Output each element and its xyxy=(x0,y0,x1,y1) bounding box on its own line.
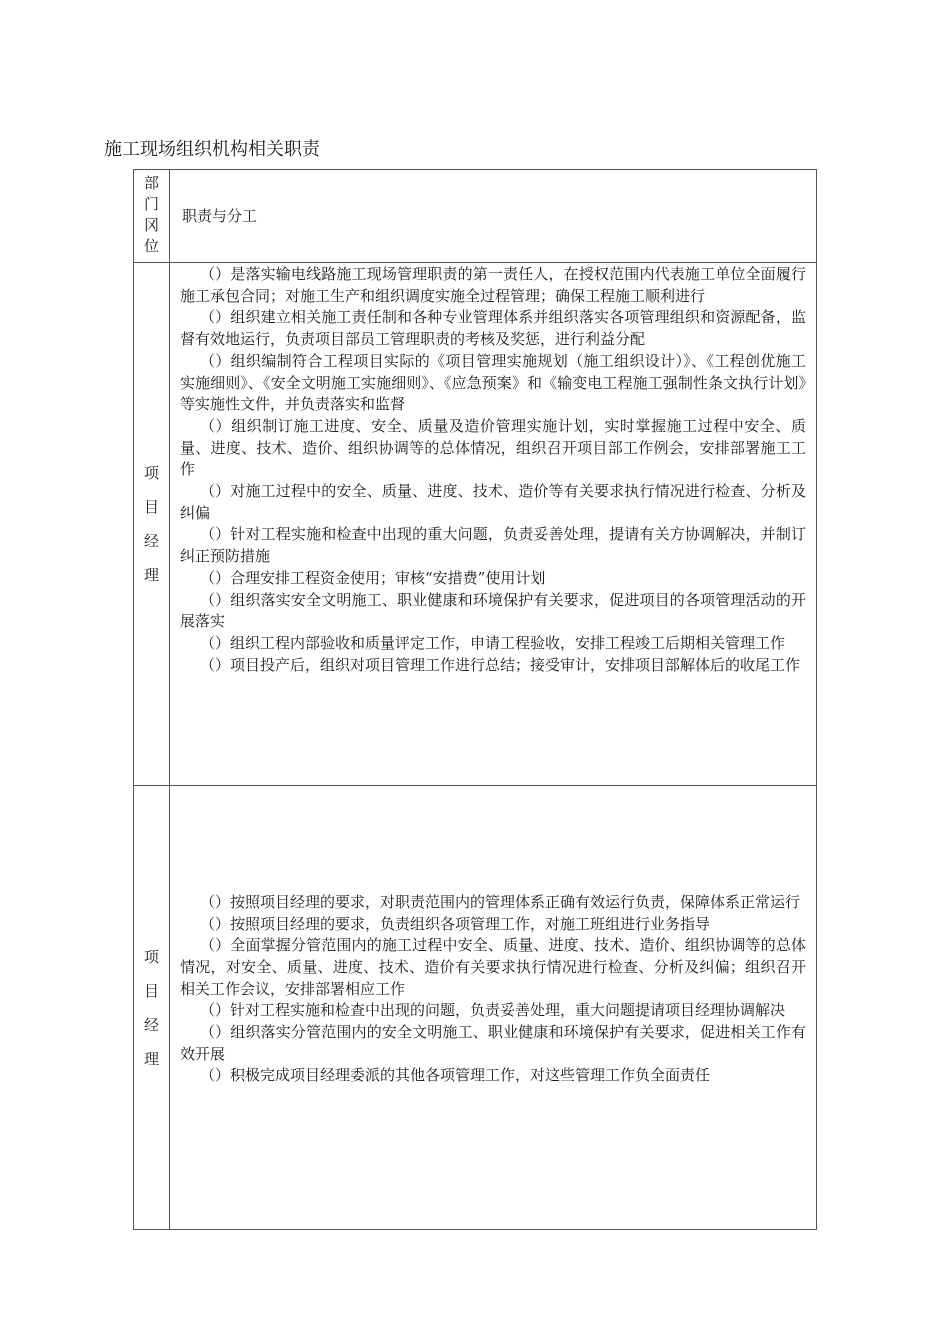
table-row xyxy=(134,263,817,786)
duty-item: （）组织制订施工进度、安全、质量及造价管理实施计划，实时掌握施工过程中安全、质量、进度、技术、造价、组织协调等的总体情况，组织召开项目部工作例会，安排部署施工工作 xyxy=(180,416,806,479)
duty-item: （）针对工程实施和检查中出现的重大问题，负责妥善处理，提请有关方协调解决，并制订纠正预防措施 xyxy=(180,525,806,566)
role-char: 项 xyxy=(143,947,159,966)
dept-header-char: 部 xyxy=(143,174,159,192)
role-char: 经 xyxy=(143,1015,159,1034)
duty-item: （）针对工程实施和检查中出现的问题，负责妥善处理，重大问题提请项目经理协调解决 xyxy=(200,1001,786,1020)
duty-item: （）组织落实分管范围内的安全文明施工、职业健康和环境保护有关要求，促进相关工作有效开展 xyxy=(180,1023,806,1063)
role-char: 理 xyxy=(143,1049,159,1068)
role-cell xyxy=(134,786,170,1230)
duty-item: （）组织编制符合工程项目实际的《项目管理实施规划（施工组织设计）》、《工程创优施工实施细则》、《安全文明施工实施细则》、《应急预案》和《输变电工程施工强制性条文执行计划》等实施性文件，并负责落实和监督 xyxy=(180,351,806,414)
duty-item: （）组织建立相关施工责任制和各种专业管理体系并组织落实各项管理组织和资源配备，监督有效地运行，负责项目部员工管理职责的考核及奖惩，进行利益分配 xyxy=(180,308,806,349)
duty-item: （）积极完成项目经理委派的其他各项管理工作，对这些管理工作负全面责任 xyxy=(200,1066,711,1085)
role-char: 理 xyxy=(143,566,159,584)
dept-position-header xyxy=(134,170,170,263)
role-cell xyxy=(134,263,170,786)
dept-header-char: 门 xyxy=(143,195,159,213)
document-title: 施工现场组织机构相关职责 xyxy=(104,139,320,160)
role-char: 经 xyxy=(143,532,159,550)
duty-item: （）组织落实安全文明施工、职业健康和环境保护有关要求，促进项目的各项管理活动的开展落实 xyxy=(180,590,806,631)
role-char: 项 xyxy=(143,464,159,482)
dept-header-char: 位 xyxy=(143,237,159,255)
duty-item: （）按照项目经理的要求，负责组织各项管理工作，对施工班组进行业务指导 xyxy=(200,914,711,933)
table-header-row xyxy=(134,170,817,263)
duty-division-header: 职责与分工 xyxy=(170,170,817,263)
duty-item: （）项目投产后，组织对项目管理工作进行总结；接受审计，安排项目部解体后的收尾工作 xyxy=(200,655,801,674)
duty-item: （）是落实输电线路施工现场管理职责的第一责任人，在授权范围内代表施工单位全面履行施工承包合同；对施工生产和组织调度实施全过程管理；确保工程施工顺利进行 xyxy=(180,265,806,305)
duty-list-cell xyxy=(170,263,817,786)
role-char: 目 xyxy=(143,981,159,1000)
duty-item: （）对施工过程中的安全、质量、进度、技术、造价等有关要求执行情况进行检查、分析及纠偏 xyxy=(180,482,806,522)
duty-item: （）合理安排工程资金使用；审核“安措费”使用计划 xyxy=(200,568,546,587)
dept-header-char: 冈 xyxy=(143,216,159,234)
responsibility-table xyxy=(133,169,817,1230)
role-char: 目 xyxy=(143,498,159,516)
duty-item: （）按照项目经理的要求，对职责范围内的管理体系正确有效运行负责，保障体系正常运行 xyxy=(200,892,801,911)
duty-item: （）全面掌握分管范围内的施工过程中安全、质量、进度、技术、造价、组织协调等的总体情况，对安全、质量、进度、技术、造价有关要求执行情况进行检查、分析及纠偏；组织召开相关工作会议，安排部署相应工作 xyxy=(180,936,806,998)
table-row xyxy=(134,786,817,1230)
duty-item: （）组织工程内部验收和质量评定工作，申请工程验收，安排工程竣工后期相关管理工作 xyxy=(200,633,786,652)
duty-list-cell xyxy=(170,786,817,1230)
